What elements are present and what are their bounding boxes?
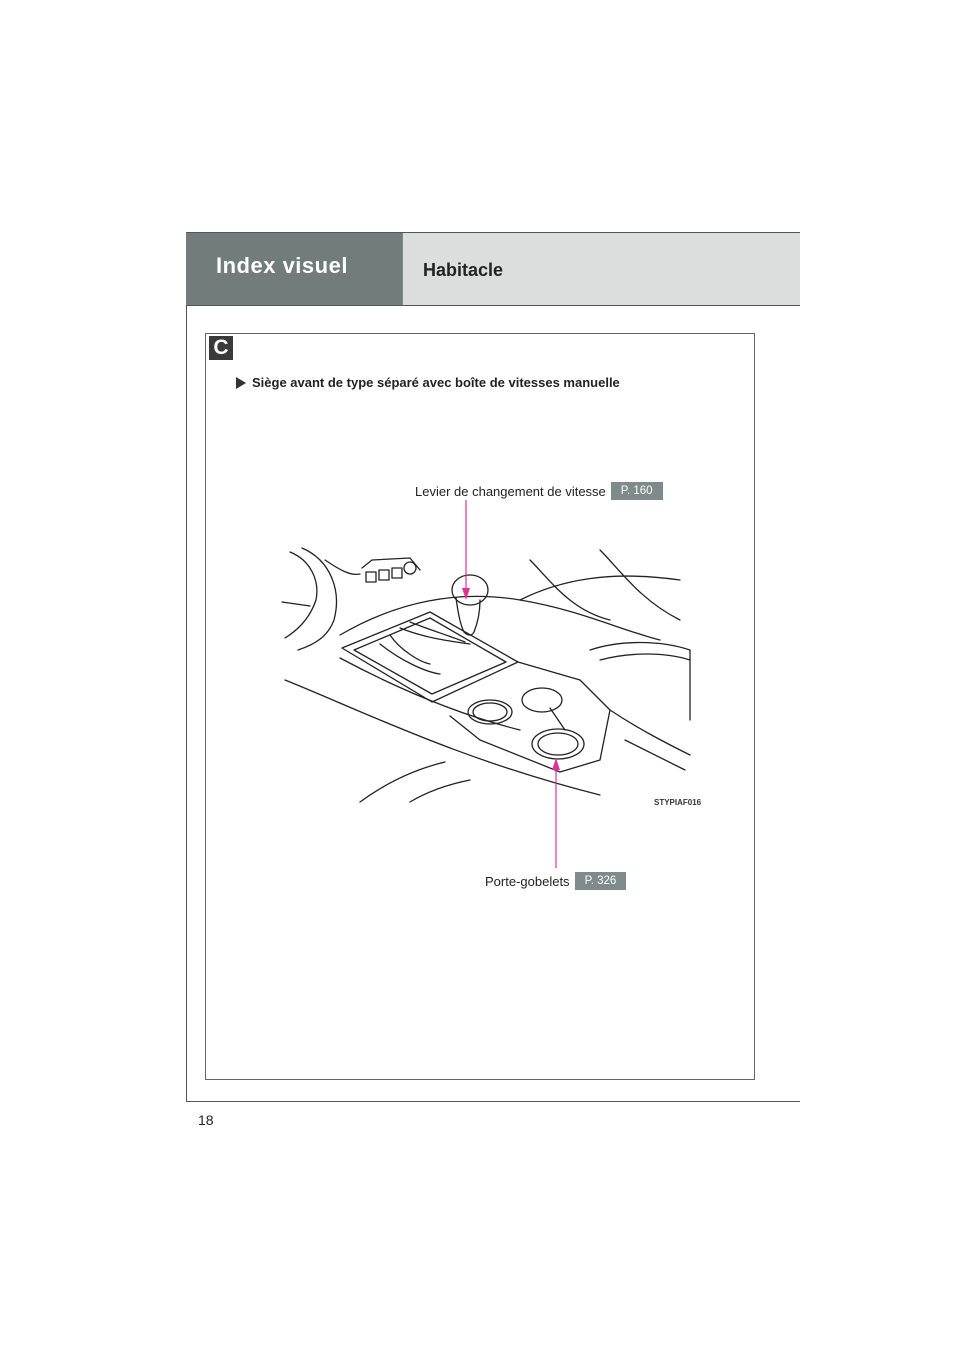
callout-cup-holders	[485, 872, 626, 890]
image-code: STYPIAF016	[654, 798, 702, 807]
play-arrow-icon	[236, 377, 246, 389]
callout-label: Levier de changement de vitesse	[415, 483, 606, 499]
page-header	[186, 232, 800, 306]
section-title: Index visuel	[216, 253, 348, 278]
center-console-illustration	[280, 540, 700, 810]
subsection-title: Habitacle	[423, 260, 504, 280]
section-badge: C	[209, 336, 233, 360]
header-section-tab	[186, 233, 402, 305]
section-subtitle: Siège avant de type séparé avec boîte de vitesses manuelle	[252, 375, 620, 390]
page-number: 18	[198, 1112, 214, 1128]
page-ref-badge[interactable]: P. 160	[611, 482, 663, 500]
header-subsection-bar	[402, 233, 800, 305]
section-heading	[236, 375, 620, 390]
callout-label: Porte-gobelets	[485, 873, 570, 889]
page-ref-badge[interactable]: P. 326	[575, 872, 627, 890]
callout-shift-lever	[415, 482, 663, 500]
